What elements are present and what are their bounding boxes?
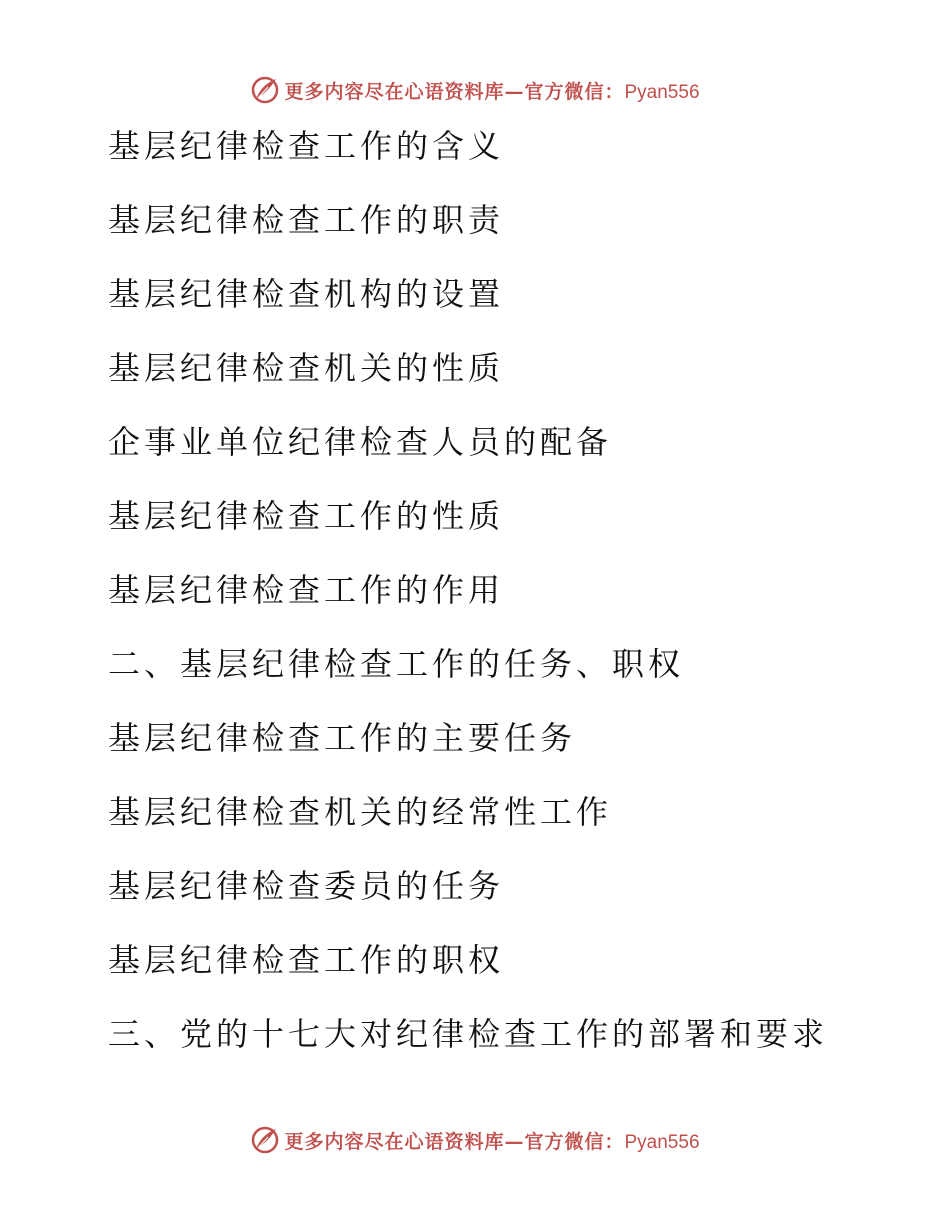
text-line: 基层纪律检查机构的设置 [108, 275, 505, 313]
text-line: 基层纪律检查工作的性质 [108, 497, 505, 535]
document-body [108, 118, 928, 1080]
text-line: 基层纪律检查工作的含义 [108, 127, 505, 165]
header-banner-id: Pyan556 [624, 81, 700, 103]
text-line: 基层纪律检查工作的职权 [108, 941, 505, 979]
section-heading: 三、党的十七大对纪律检查工作的部署和要求 [108, 1015, 829, 1053]
text-line: 企事业单位纪律检查人员的配备 [108, 423, 613, 461]
section-heading: 二、基层纪律检查工作的任务、职权 [108, 645, 685, 683]
text-line: 基层纪律检查工作的主要任务 [108, 719, 577, 757]
footer-banner [0, 1120, 950, 1160]
text-line: 基层纪律检查机关的经常性工作 [108, 793, 613, 831]
quill-logo-icon [250, 1125, 280, 1155]
text-line: 基层纪律检查机关的性质 [108, 349, 505, 387]
header-banner [0, 70, 950, 110]
footer-banner-id: Pyan556 [624, 1131, 700, 1153]
quill-logo-icon [250, 75, 280, 105]
text-line: 基层纪律检查工作的职责 [108, 201, 505, 239]
header-banner-text: 更多内容尽在心语资料库—官方微信： [284, 80, 625, 103]
footer-banner-text: 更多内容尽在心语资料库—官方微信： [284, 1130, 625, 1153]
text-line: 基层纪律检查工作的作用 [108, 571, 505, 609]
text-line: 基层纪律检查委员的任务 [108, 867, 505, 905]
